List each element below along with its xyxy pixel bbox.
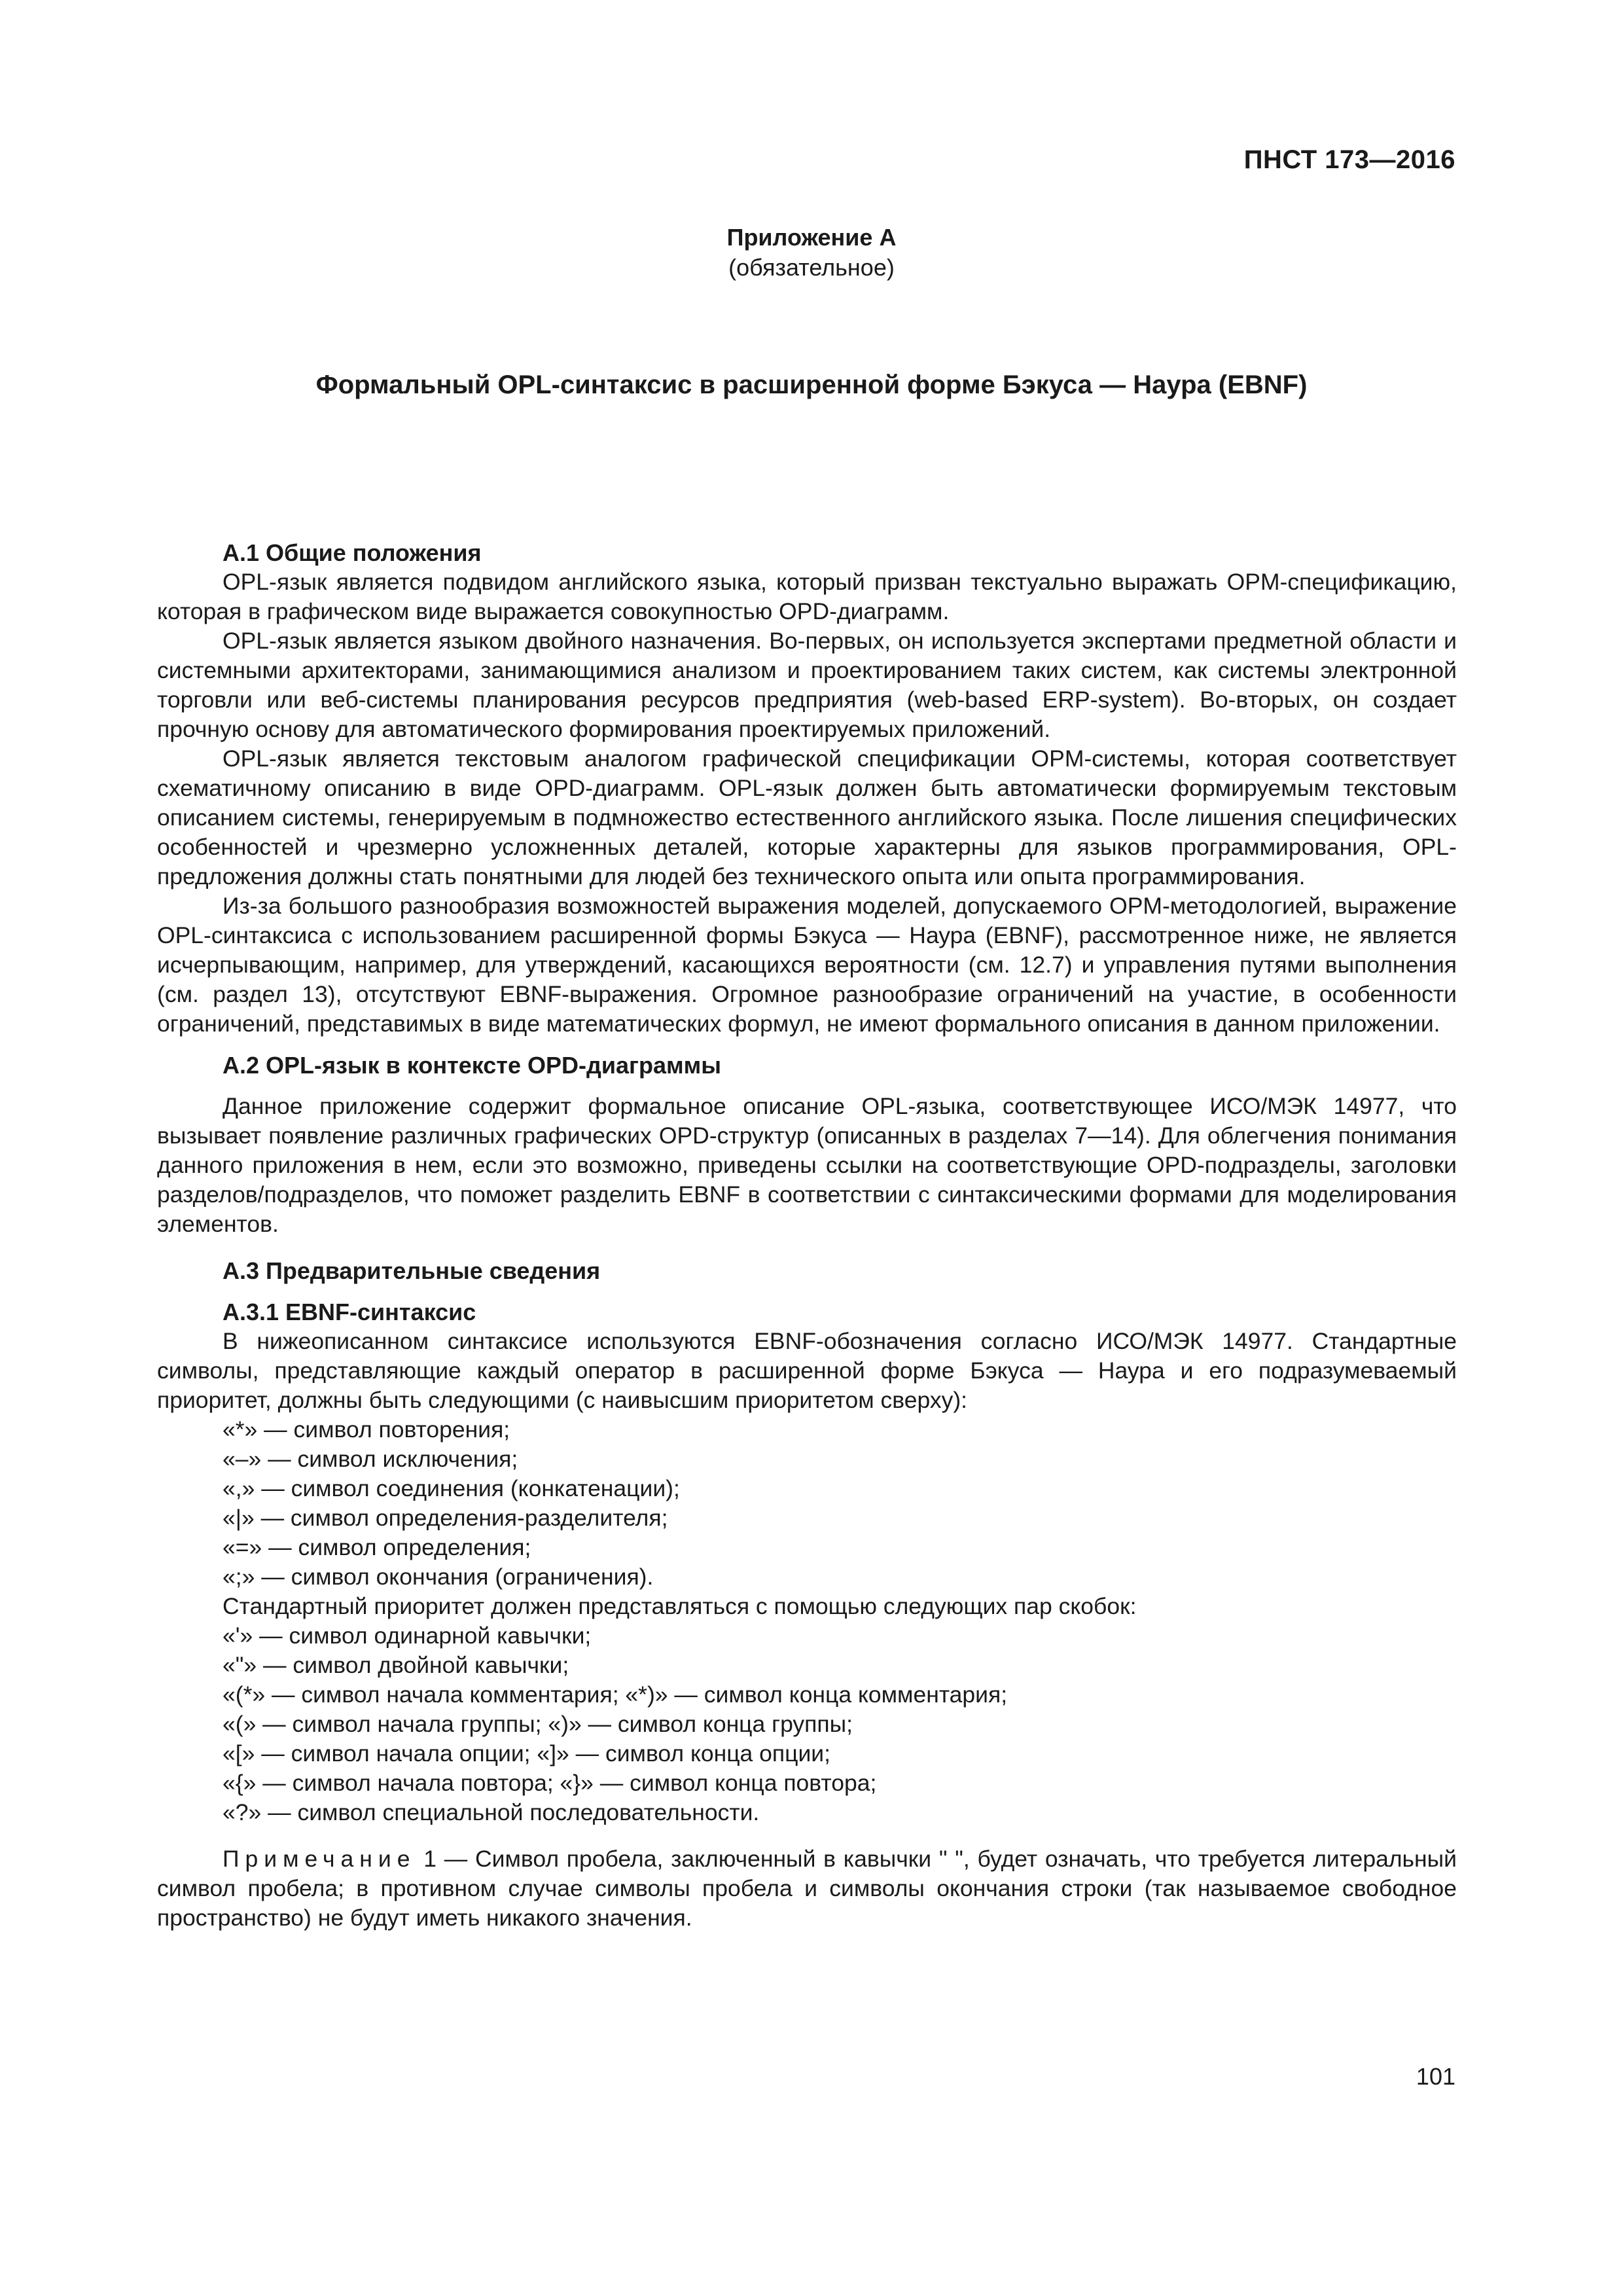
list-item: «(*» — символ начала комментария; «*)» — символ конца комментария; <box>223 1681 1008 1708</box>
note-label: Примечание <box>223 1846 416 1872</box>
paragraph: Данное приложение содержит формальное описание OPL-языка, соответствующее ИСО/МЭК 14977, что вызывает появление различных графических OPD-структур (описанных в разделах 7—14). Для облегчения понимания данного приложения в нем, если это возможно, приведены ссылки на соответствующие OPD-подразделы, заголовки разделов/подразделов, что поможет разделить EBNF в соответствии с синтаксическими формами для моделирования элементов. <box>157 1093 1457 1237</box>
paragraph: OPL-язык является языком двойного назначения. Во-первых, он используется экспертами предметной области и системными архитекторами, занимающимися анализом и проектированием таких систем, как системы электронной торговли или веб-системы планирования ресурсов предприятия (web-based ERP-system). Во-вторых, он создает прочную основу для автоматического формирования проектируемых приложений. <box>157 628 1457 742</box>
subsection-heading-a3-1: А.3.1 EBNF-синтаксис <box>223 1299 476 1325</box>
paragraph: В нижеописанном синтаксисе используются EBNF-обозначения согласно ИСО/МЭК 14977. Стандартные символы, представляющие каждый оператор в расширенной форме Бэкуса — Наура и его подразумеваемый приоритет, должны быть следующими (с наивысшим приоритетом сверху): <box>157 1328 1457 1413</box>
list-item: «;» — символ окончания (ограничения). <box>223 1564 654 1590</box>
list-item: «*» — символ повторения; <box>223 1416 510 1443</box>
paragraph: OPL-язык является текстовым аналогом графической спецификации OPM-системы, которая соответствует схематичному описанию в виде OPD-диаграмм. OPL-язык должен быть автоматически формируемым текстовым описанием системы, генерируемым в подмножество естественного английского языка. После лишения специфических особенностей и чрезмерно усложненных деталей, которые характерны для языков программирования, OPL-предложения должны стать понятными для людей без технического опыта или опыта программирования. <box>157 745 1457 889</box>
annex-status: (обязательное) <box>728 254 895 281</box>
list-item: «–» — символ исключения; <box>223 1446 518 1472</box>
paragraph: OPL-язык является подвидом английского языка, который призван текстуально выражать OPM-спецификацию, которая в графическом виде выражается совокупностью OPD-диаграмм. <box>157 569 1457 624</box>
operator-list <box>157 1415 1457 1827</box>
list-item: «|» — символ определения-разделителя; <box>223 1505 668 1531</box>
list-item: «(» — символ начала группы; «)» — символ конца группы; <box>223 1711 853 1737</box>
main-title: Формальный OPL-синтаксис в расширенной форме Бэкуса — Наура (EBNF) <box>315 370 1308 399</box>
note-paragraph <box>157 1844 1457 1933</box>
section-heading-a2: А.2 OPL-язык в контексте OPD-диаграммы <box>223 1052 721 1079</box>
standard-code: ПНСТ 173—2016 <box>1243 145 1455 174</box>
page-number: 101 <box>1416 2063 1455 2090</box>
document-body <box>157 538 1457 1933</box>
list-item: Стандартный приоритет должен представляться с помощью следующих пар скобок: <box>223 1593 1137 1619</box>
list-item: «[» — символ начала опции; «]» — символ конца опции; <box>223 1740 830 1767</box>
section-heading-a3: А.3 Предварительные сведения <box>223 1257 601 1284</box>
note-text: 1 — Символ пробела, заключенный в кавычки " ", будет означать, что требуется литеральный символ пробела; в противном случае символы пробела и символы окончания строки (так называемое свободное пространство) не будут иметь никакого значения. <box>157 1846 1457 1931</box>
list-item: «=» — символ определения; <box>223 1534 531 1560</box>
list-item: «'» — символ одинарной кавычки; <box>223 1623 592 1649</box>
annex-block <box>0 223 1623 283</box>
list-item: «{» — символ начала повтора; «}» — символ конца повтора; <box>223 1770 877 1796</box>
section-heading-a1: А.1 Общие положения <box>223 539 482 566</box>
annex-title: Приложение А <box>726 224 897 251</box>
list-item: «,» — символ соединения (конкатенации); <box>223 1475 680 1501</box>
list-item: «?» — символ специальной последовательности. <box>223 1799 760 1825</box>
paragraph: Из-за большого разнообразия возможностей выражения моделей, допускаемого OPM-методологией, выражение OPL-синтаксиса с использованием расширенной формы Бэкуса — Наура (EBNF), рассмотренное ниже, не является исчерпывающим, например, для утверждений, касающихся вероятности (см. 12.7) и управления путями выполнения (см. раздел 13), отсутствуют EBNF-выражения. Огромное разнообразие ограничений на участие, в особенности ограничений, представимых в виде математических формул, не имеют формального описания в данном приложении. <box>157 893 1457 1037</box>
list-item: «"» — символ двойной кавычки; <box>223 1652 569 1678</box>
